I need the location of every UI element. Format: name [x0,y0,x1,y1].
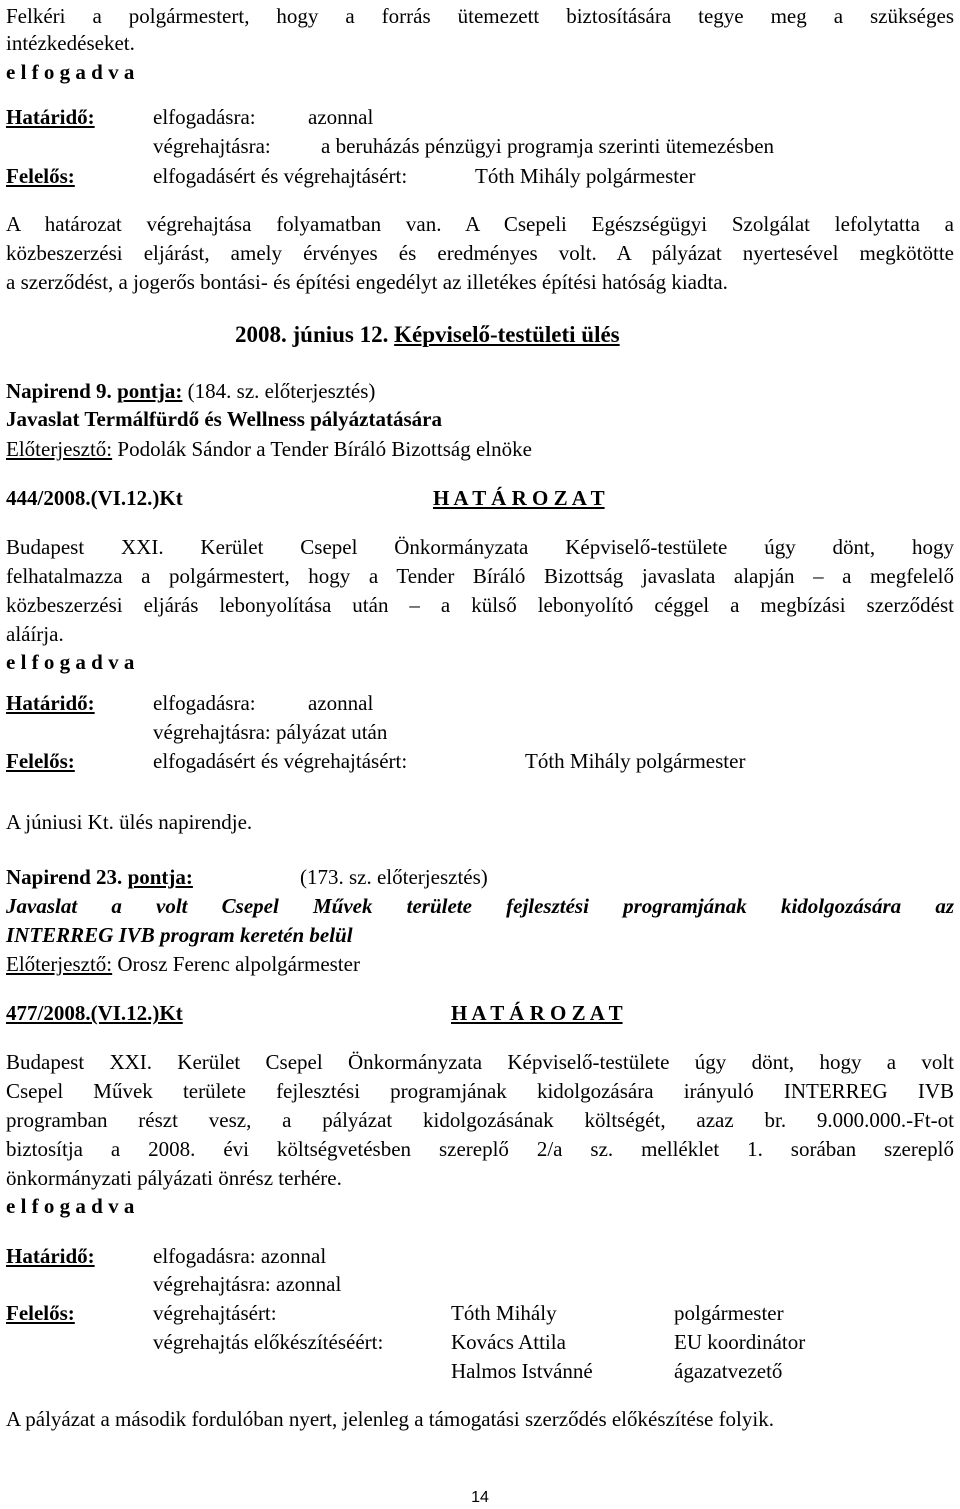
session-heading [235,321,620,349]
napirend-number: Napirend 23. [6,865,123,889]
vegrehajtasra-line: végrehajtásra: pályázat után [153,720,388,744]
session-title: Képviselő-testületi ülés [394,322,620,347]
resolution-body-line: önkormányzati pályázati önrész terhére. [6,1166,342,1190]
elfogadva-label: e l f o g a d v a [6,650,135,674]
resolution-body-line: aláírja. [6,622,64,646]
vegrehajtasra-line: végrehajtásra: azonnal [153,1272,342,1296]
felelos-label: Felelős: [6,1301,75,1325]
napirend-eloterjesztes: (184. sz. előterjesztés) [187,379,376,403]
eloterjeszto-line [6,951,360,977]
hatarido-label: Határidő: [6,1244,95,1268]
napirend-number: Napirend 9. [6,379,112,403]
resolution-body-line: közbeszerzési eljárás lebonyolítása után – a külső lebonyolító céggel a megbízási szerződést [6,593,954,617]
elfogadasra-value: azonnal [308,105,374,129]
elfogadasra-value: azonnal [308,691,374,715]
session-date: 2008. június 12. [235,322,389,347]
intro-line: Felkéri a polgármestert, hogy a forrás ütemezett biztosítására tegye meg a szükséges [6,4,954,28]
napirend-pontja: pontja: [127,865,193,889]
responsible-title: polgármester [674,1301,784,1325]
napirend-line [6,378,375,404]
report-line: közbeszerzési eljárást, amely érvényes és eredményes volt. A pályázat nyertesével megkötötte [6,241,954,265]
napirend-line [6,864,193,890]
responsible-role: végrehajtás előkészítéséért: [153,1330,384,1354]
intro-line: intézkedéseket. [6,31,135,55]
felelos-label: Felelős: [6,164,75,188]
eloterjeszto-line [6,436,532,462]
elfogadva-label: e l f o g a d v a [6,60,135,84]
eloterjeszto-value: Orosz Ferenc alpolgármester [117,952,360,976]
resolution-body-line: programban részt vesz, a pályázat kidolgozásának költségét, azaz br. 9.000.000.-Ft-ot [6,1108,954,1132]
agenda-title: Javaslat a volt Csepel Művek területe fejlesztési programjának kidolgozására az [6,894,954,918]
vegrehajtasra-label: végrehajtásra: [153,134,271,158]
resolution-number: 444/2008.(VI.12.)Kt [6,486,183,510]
eloterjeszto-label: Előterjesztő: [6,437,113,461]
responsible-name: Halmos Istvánné [451,1359,593,1383]
eloterjeszto-value: Podolák Sándor a Tender Bíráló Bizottság elnöke [117,437,532,461]
eloterjeszto-label: Előterjesztő: [6,952,113,976]
agenda-title: INTERREG IVB program keretén belül [6,923,353,947]
agenda-title: Javaslat Termálfürdő és Wellness pályáztatására [6,407,442,431]
napirend-pontja: pontja: [117,379,183,403]
report-line: a szerződést, a jogerős bontási- és építési engedélyt az illetékes építési hatóság kiadta. [6,270,728,294]
responsible-title: EU koordinátor [674,1330,806,1354]
felelos-label: Felelős: [6,749,75,773]
resolution-body-line: Budapest XXI. Kerület Csepel Önkormányzata Képviselő-testülete úgy dönt, hogy a volt [6,1050,954,1074]
report-line: A határozat végrehajtása folyamatban van. A Csepeli Egészségügyi Szolgálat lefolytatta a [6,212,954,236]
hatarido-label: Határidő: [6,105,95,129]
resolution-number: 477/2008.(VI.12.)Kt [6,1001,183,1025]
felelos-value: Tóth Mihály polgármester [525,749,746,773]
napirend-eloterjesztes: (173. sz. előterjesztés) [300,865,488,889]
vegrehajtasra-value: a beruházás pénzügyi programja szerinti ütemezésben [321,134,775,158]
resolution-body-line: Csepel Művek területe fejlesztési programjának kidolgozására irányuló INTERREG IVB [6,1079,954,1103]
hatarido-label: Határidő: [6,691,95,715]
responsible-role: végrehajtásért: [153,1301,277,1325]
resolution-body-line: felhatalmazza a polgármestert, hogy a Tender Bíráló Bizottság javaslata alapján – a megfelelő [6,564,954,588]
felelos-role: elfogadásért és végrehajtásért: [153,749,408,773]
responsible-name: Kovács Attila [451,1330,566,1354]
elfogadva-label: e l f o g a d v a [6,1194,135,1218]
elfogadasra-label: elfogadásra: [153,691,256,715]
elfogadasra-label: elfogadásra: [153,105,256,129]
note-line: A júniusi Kt. ülés napirendje. [6,810,253,834]
responsible-name: Tóth Mihály [451,1301,557,1325]
felelos-value: Tóth Mihály polgármester [475,164,696,188]
resolution-body-line: biztosítja a 2008. évi költségvetésben szereplő 2/a sz. melléklet 1. sorában szereplő [6,1137,954,1161]
page-number: 14 [471,1489,489,1506]
felelos-role: elfogadásért és végrehajtásért: [153,164,408,188]
hatarozat-heading: H A T Á R O Z A T [433,486,605,510]
resolution-body-line: Budapest XXI. Kerület Csepel Önkormányzata Képviselő-testülete úgy dönt, hogy [6,535,954,559]
elfogadasra-line: elfogadásra: azonnal [153,1244,327,1268]
hatarozat-heading: H A T Á R O Z A T [451,1001,623,1025]
responsible-title: ágazatvezető [674,1359,783,1383]
closing-line: A pályázat a második fordulóban nyert, jelenleg a támogatási szerződés előkészítése folyik. [6,1407,774,1431]
